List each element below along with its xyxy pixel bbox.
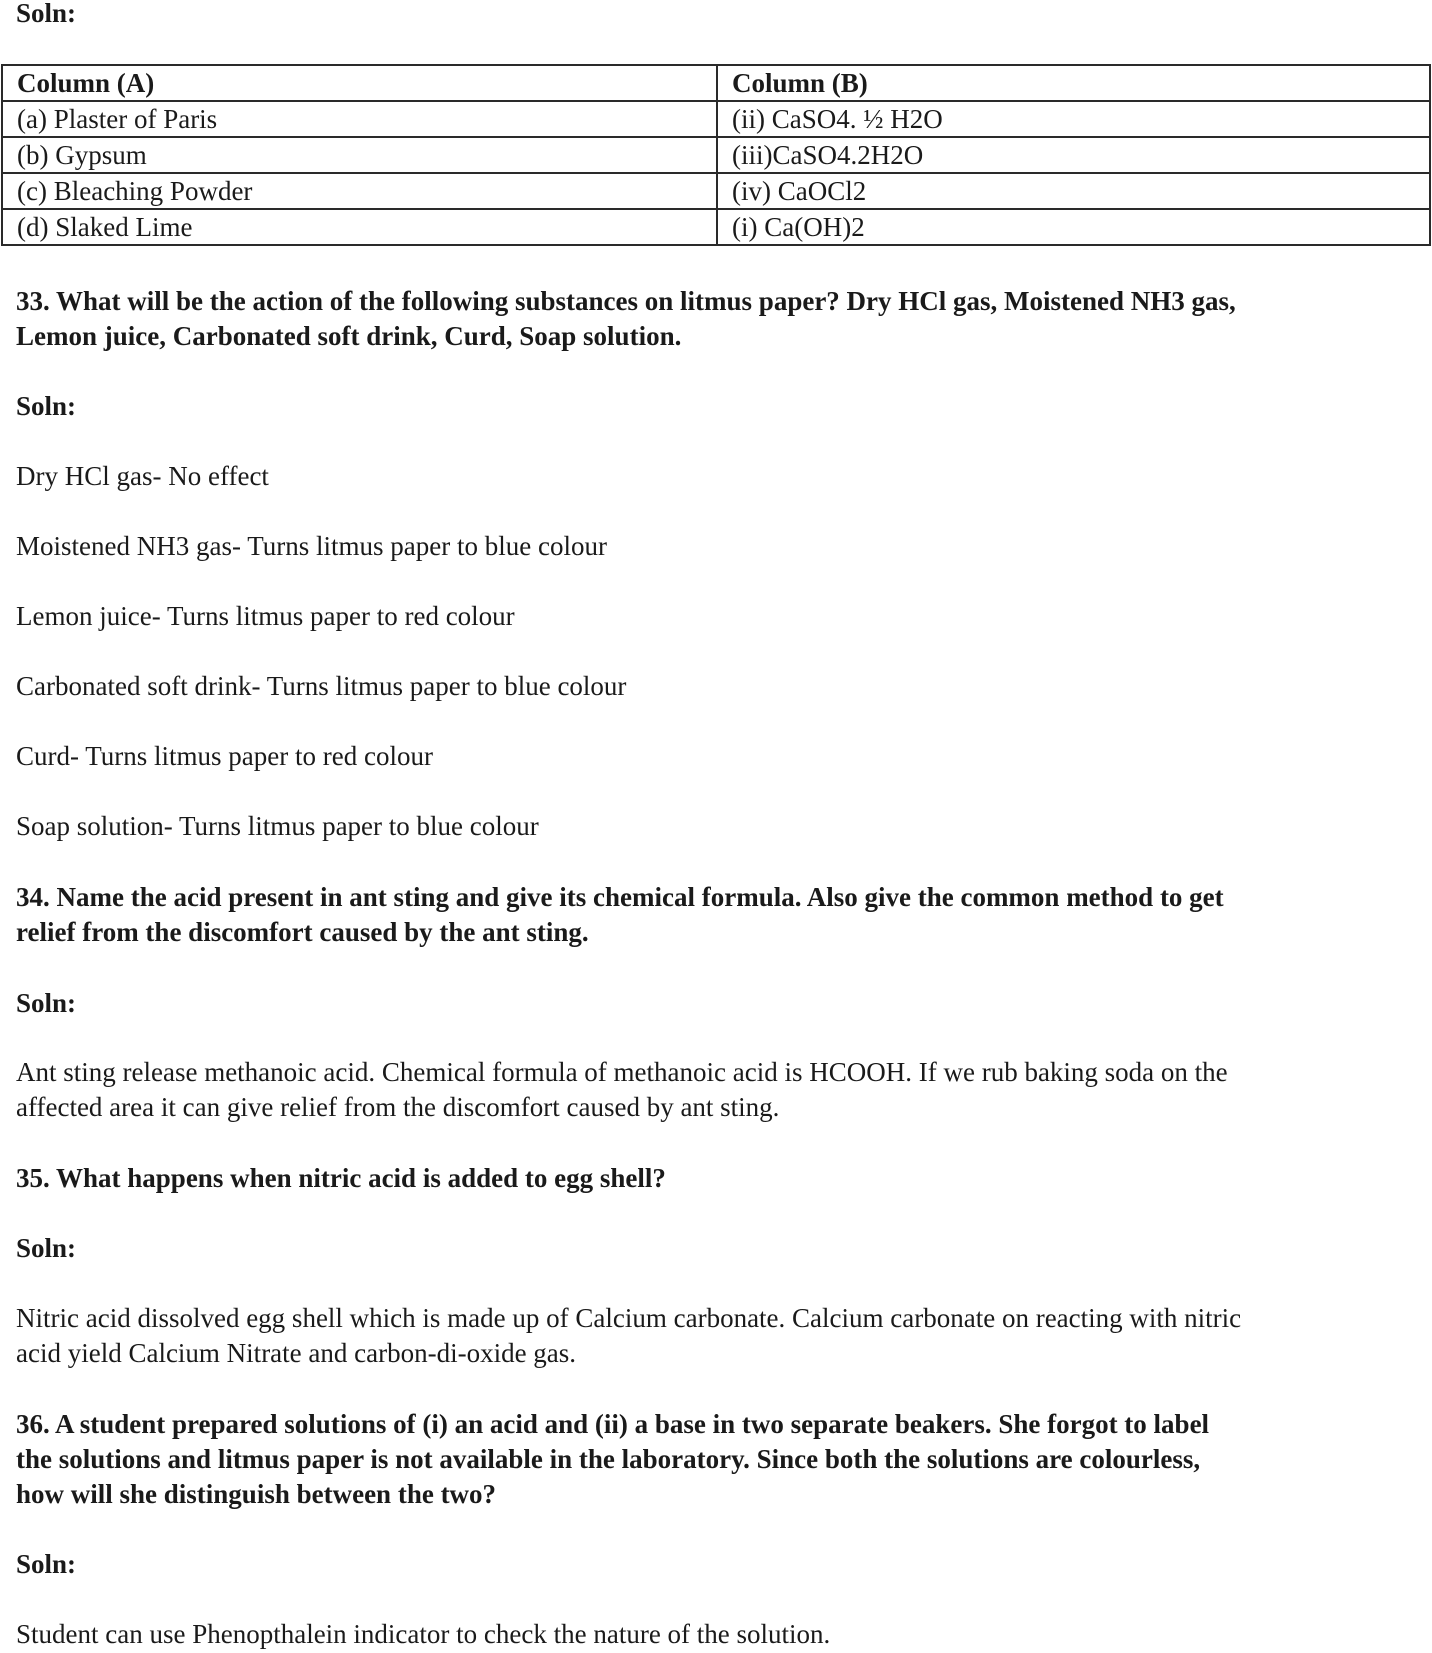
answer-line: Moistened NH3 gas- Turns litmus paper to blue colour (16, 531, 607, 561)
answer-line: Dry HCl gas- No effect (16, 461, 269, 491)
answer-line: Carbonated soft drink- Turns litmus paper to blue colour (16, 671, 627, 701)
table-cell: (iv) CaOCl2 (717, 173, 1430, 209)
answer-line: Student can use Phenopthalein indicator to check the nature of the solution. (16, 1619, 831, 1649)
question-line: 34. Name the acid present in ant sting and give its chemical formula. Also give the common method to get (16, 882, 1224, 912)
table-cell: (i) Ca(OH)2 (717, 209, 1430, 245)
soln-label: Soln: (16, 988, 77, 1018)
match-table (1, 64, 1431, 246)
table-cell: (c) Bleaching Powder (2, 173, 717, 209)
table-row (2, 137, 1430, 173)
question-33 (16, 284, 1416, 354)
table-row (2, 209, 1430, 245)
table-cell: (iii)CaSO4.2H2O (717, 137, 1430, 173)
soln-label: Soln: (16, 0, 77, 28)
question-35: 35. What happens when nitric acid is added to egg shell? (16, 1163, 666, 1193)
question-line: the solutions and litmus paper is not available in the laboratory. Since both the solutions are colourless, (16, 1444, 1201, 1474)
table-cell: (b) Gypsum (2, 137, 717, 173)
table-header-cell: Column (A) (2, 65, 717, 101)
question-line: relief from the discomfort caused by the ant sting. (16, 917, 589, 947)
table-cell: (d) Slaked Lime (2, 209, 717, 245)
table-cell: (ii) CaSO4. ½ H2O (717, 101, 1430, 137)
answer-line: Ant sting release methanoic acid. Chemical formula of methanoic acid is HCOOH. If we rub baking soda on the (16, 1057, 1228, 1087)
answer-line: acid yield Calcium Nitrate and carbon-di-oxide gas. (16, 1338, 577, 1368)
answer-35 (16, 1301, 1416, 1371)
table-header-cell: Column (B) (717, 65, 1430, 101)
answer-line: Curd- Turns litmus paper to red colour (16, 741, 433, 771)
answer-line: Nitric acid dissolved egg shell which is made up of Calcium carbonate. Calcium carbonate on reacting with nitric (16, 1303, 1242, 1333)
question-line: 33. What will be the action of the following substances on litmus paper? Dry HCl gas, Moistened NH3 gas, (16, 286, 1236, 316)
soln-label: Soln: (16, 1233, 77, 1263)
answer-34 (16, 1055, 1416, 1125)
answer-line: Soap solution- Turns litmus paper to blue colour (16, 811, 539, 841)
question-line: Lemon juice, Carbonated soft drink, Curd, Soap solution. (16, 321, 682, 351)
table-header-row (2, 65, 1430, 101)
table-row (2, 173, 1430, 209)
answer-line: Lemon juice- Turns litmus paper to red colour (16, 601, 515, 631)
soln-label: Soln: (16, 391, 77, 421)
table-cell: (a) Plaster of Paris (2, 101, 717, 137)
answer-line: affected area it can give relief from the discomfort caused by ant sting. (16, 1092, 780, 1122)
soln-label: Soln: (16, 1549, 77, 1579)
question-34 (16, 880, 1416, 950)
question-line: 36. A student prepared solutions of (i) an acid and (ii) a base in two separate beakers. She forgot to label (16, 1409, 1210, 1439)
question-36 (16, 1407, 1416, 1512)
question-line: how will she distinguish between the two? (16, 1479, 497, 1509)
table-row (2, 101, 1430, 137)
